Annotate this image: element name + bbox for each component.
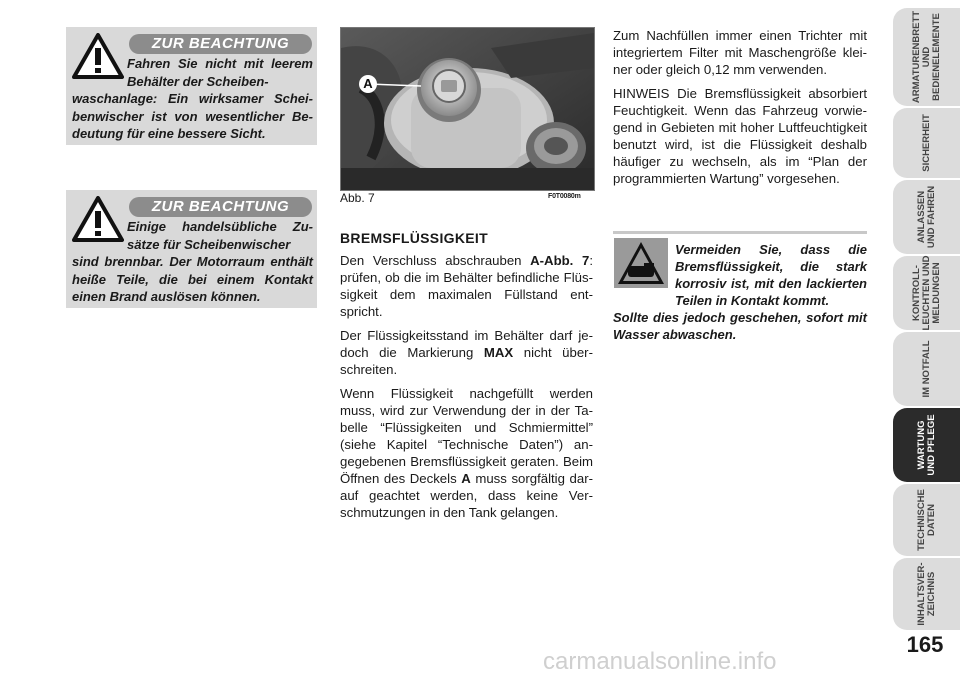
watermark: carmanualsonline.info bbox=[543, 648, 777, 675]
tab-kontrollleuchten[interactable] bbox=[893, 256, 960, 330]
warning-text-rest: sind brennbar. Der Motorraum enthält heiße Teile, die bei einem Kontakt einen Brand auslösen können. bbox=[72, 254, 313, 304]
tab-wartung[interactable] bbox=[893, 408, 960, 482]
tab-im-notfall[interactable] bbox=[893, 332, 960, 406]
column-2-body bbox=[340, 252, 593, 528]
tab-label: INHALTSVER- ZEICHNIS bbox=[915, 562, 937, 626]
caution-text-first: Vermeiden Sie, dass die Bremsflüssigkeit, die stark korrosiv ist, mit den lackierten Teilen in Kontakt kommt. bbox=[675, 242, 867, 308]
tab-label: SICHERHEIT bbox=[920, 114, 932, 172]
tab-label: WARTUNG UND PFLEGE bbox=[915, 414, 937, 476]
paragraph-3: Wenn Flüssigkeit nachgefüllt werden muss, wird zur Verwendung der in der Tabelle “Flüssigkeiten und Schmiermittel” (siehe Kapitel “Technische Daten”) angegebenen Bremsflüssigkeit geraten. Beim Öffnen des Deckels A muss sorgfältig darauf geachtet werden, dass keine Verschmutzungen in den Tank gelangen. bbox=[340, 386, 593, 520]
figure-code: F0T0080m bbox=[548, 193, 581, 200]
tab-sicherheit[interactable] bbox=[893, 108, 960, 178]
tab-label: ANLASSEN UND FAHREN bbox=[915, 185, 937, 249]
figure-ref: A-Abb. 7 bbox=[530, 253, 590, 268]
page-number: 165 bbox=[906, 632, 944, 657]
tab-label: ARMATURENBRETT UND BEDIENELEMENTE bbox=[910, 10, 942, 104]
figure-label-a: A bbox=[363, 76, 373, 91]
warning-text-rest: waschanlage: Ein wirksamer Scheibenwischer ist von wesentlicher Bedeutung für eine bessere Sicht. bbox=[72, 91, 313, 141]
tab-label: IM NOTFALL bbox=[920, 340, 932, 398]
brake-fluid-reservoir-photo bbox=[340, 27, 595, 191]
warning-text-first: Einige handelsübliche Zusätze für Scheibenwischer bbox=[127, 219, 313, 252]
tab-inhaltsverzeichnis[interactable] bbox=[893, 558, 960, 630]
caution-text-rest: Sollte dies jedoch geschehen, sofort mit Wasser abwaschen. bbox=[613, 310, 867, 342]
warning-text bbox=[72, 218, 313, 306]
cap-ref: A bbox=[461, 471, 471, 486]
warning-header: ZUR BEACHTUNG bbox=[129, 34, 312, 54]
tab-technische-daten[interactable] bbox=[893, 484, 960, 556]
column-3-body bbox=[613, 27, 867, 194]
warning-header: ZUR BEACHTUNG bbox=[129, 197, 312, 217]
tab-armaturenbrett[interactable] bbox=[893, 8, 960, 106]
warning-box-2 bbox=[66, 190, 317, 308]
warning-text bbox=[72, 55, 313, 143]
tab-anlassen[interactable] bbox=[893, 180, 960, 254]
caution-text bbox=[613, 241, 867, 343]
warning-box-1 bbox=[66, 27, 317, 145]
paragraph-funnel: Zum Nachfüllen immer einen Trichter mit integriertem Filter mit Maschengröße kleiner oder gleich 0,12 mm verwenden. bbox=[613, 28, 867, 77]
paragraph-2: Der Flüssigkeitsstand im Behälter darf jedoch die Markierung MAX nicht überschreiten. bbox=[340, 328, 593, 377]
figure-caption: Abb. 7 bbox=[340, 191, 375, 205]
engine-bay-illustration bbox=[341, 28, 594, 190]
paragraph-note: HINWEIS Die Bremsflüssigkeit absorbiert Feuchtigkeit. Wenn das Fahrzeug vorwiegend in Gebieten mit hoher Luftfeuchtigkeit benutzt wird, ist die Flüssigkeit deshalb häufiger zu wechseln, als im “Plan der programmierten Wartung” vorgesehen. bbox=[613, 86, 867, 186]
max-mark: MAX bbox=[483, 345, 514, 360]
paragraph-1: Den Verschluss abschrauben A-Abb. 7: prüfen, ob die im Behälter befindliche Flüssigkeit dem maximalen Füllstand entspricht. bbox=[340, 253, 593, 319]
tab-label: TECHNISCHE DATEN bbox=[915, 489, 937, 551]
section-heading: BREMSFLÜSSIGKEIT bbox=[340, 230, 488, 246]
tab-label: KONTROLL- LEUCHTEN UND MELDUNGEN bbox=[910, 255, 942, 331]
warning-text-first: Fahren Sie nicht mit leerem Behälter der Scheiben- bbox=[127, 56, 313, 89]
caution-divider bbox=[613, 231, 867, 234]
